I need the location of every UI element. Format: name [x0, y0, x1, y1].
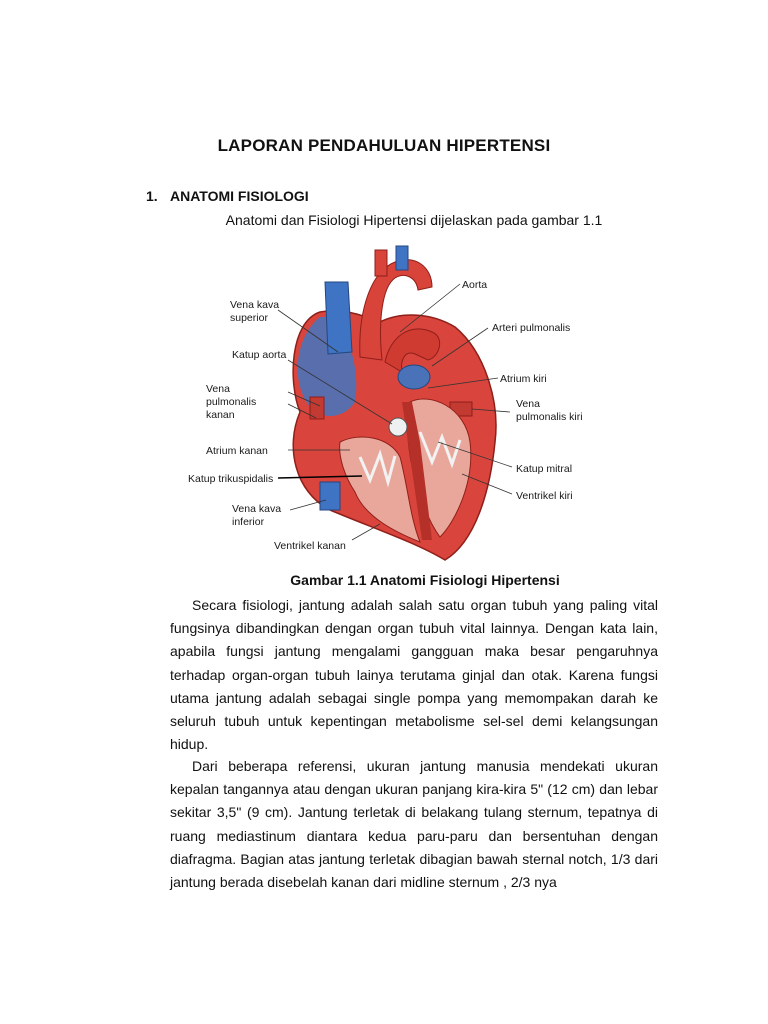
document-title: LAPORAN PENDAHULUAN HIPERTENSI [217, 136, 551, 155]
heart-diagram [170, 242, 590, 567]
heart-anatomy-figure [170, 242, 590, 567]
intro-text: Anatomi dan Fisiologi Hipertensi dijelaskan pada gambar 1.1 [225, 212, 603, 228]
label-vena-pulmonalis-kiri-1: Vena [516, 398, 540, 410]
label-arteri-pulmonalis: Arteri pulmonalis [492, 322, 571, 334]
label-ventrikel-kanan: Ventrikel kanan [274, 540, 346, 552]
section-title: ANATOMI FISIOLOGI [170, 188, 309, 204]
label-katup-mitral: Katup mitral [516, 463, 573, 475]
inferior-vena-cava-shape [320, 482, 340, 510]
label-vena-kava-superior-2: superior [230, 312, 268, 324]
label-katup-trikuspidalis: Katup trikuspidalis [188, 473, 274, 485]
label-vena-kava-superior-1: Vena kava [230, 299, 280, 311]
left-atrium-shape [398, 365, 430, 389]
aorta-branch-2 [396, 246, 408, 270]
aortic-valve [389, 418, 407, 436]
aorta-branch-1 [375, 250, 387, 276]
figure-caption: Gambar 1.1 Anatomi Fisiologi Hipertensi [290, 572, 560, 588]
label-atrium-kiri: Atrium kiri [500, 373, 547, 385]
label-vena-pulmonalis-kanan-2: pulmonalis [206, 396, 257, 408]
superior-vena-cava-shape [325, 282, 352, 354]
label-katup-aorta: Katup aorta [232, 349, 287, 361]
label-atrium-kanan: Atrium kanan [206, 445, 268, 457]
label-vena-pulmonalis-kanan-3: kanan [206, 409, 235, 421]
section-heading [146, 188, 309, 204]
label-vena-kava-inferior-2: inferior [232, 516, 265, 528]
label-aorta: Aorta [462, 279, 488, 291]
paragraph-2: Dari beberapa referensi, ukuran jantung manusia mendekati ukuran kepalan tangannya atau dengan ukuran panjang kira-kira 5" (12 cm) dan lebar sekitar 3,5" (9 cm). Jantung terletak di belakang tulang sternum, tepatnya di ruang mediastinum diantara kedua paru-paru dan bersentuhan dengan diafragma. Bagian atas jantung terletak dibagian bawah sternal notch, 1/3 dari jantung berada disebelah kanan dari midline sternum , 2/3 nya [170, 758, 658, 891]
paragraph-1: Secara fisiologi, jantung adalah salah satu organ tubuh yang paling vital fungsinya dibandingkan dengan organ tubuh vital lainnya. Dengan kata lain, apabila fungsi jantung mengalami gangguan maka besar pengaruhnya terhadap organ-organ tubuh lainya terutama ginjal dan otak. Karena fungsi utama jantung adalah sebagai single pompa yang memompakan darah ke seluruh tubuh untuk kepentingan metabolisme sel-sel demi kelangsungan hidup. [170, 597, 658, 753]
label-vena-pulmonalis-kanan-1: Vena [206, 383, 230, 395]
section-number: 1. [146, 188, 158, 204]
label-vena-pulmonalis-kiri-2: pulmonalis kiri [516, 411, 583, 423]
label-vena-kava-inferior-1: Vena kava [232, 503, 282, 515]
label-ventrikel-kiri: Ventrikel kiri [516, 490, 573, 502]
